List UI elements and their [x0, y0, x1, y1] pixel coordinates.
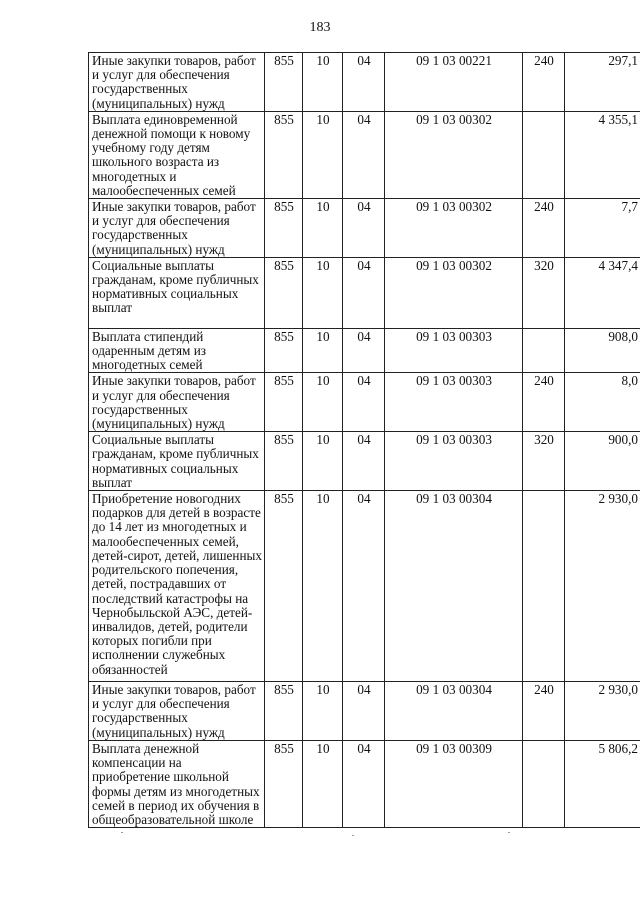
expense-type-cell: 240: [523, 199, 565, 258]
section-code-cell: 10: [303, 373, 343, 432]
expense-type-cell: 320: [523, 257, 565, 328]
row-name-cell: Выплата денежной компенсации на приобретение школьной формы детям из многодетных семей в период их обучения в общеобразовательной школе: [89, 740, 265, 827]
target-article-cell: 09 1 03 00304: [385, 491, 523, 682]
subsection-code-cell: 04: [343, 257, 385, 328]
table-row: [89, 328, 640, 373]
ministry-code-cell: 855: [265, 257, 303, 328]
table-row: [89, 257, 640, 328]
expense-type-cell: 240: [523, 682, 565, 741]
subsection-code-cell: 04: [343, 682, 385, 741]
expense-type-cell: 320: [523, 432, 565, 491]
target-article-cell: 09 1 03 00302: [385, 257, 523, 328]
section-code-cell: 10: [303, 199, 343, 258]
row-name-cell: Социальные выплаты гражданам, кроме публичных нормативных социальных выплат: [89, 257, 265, 328]
table-row: [89, 53, 640, 112]
table-row: [89, 740, 640, 827]
amount-cell: 7,7: [565, 199, 640, 258]
expense-type-cell: 240: [523, 373, 565, 432]
row-name-cell: Иные закупки товаров, работ и услуг для обеспечения государственных (муниципальных) нужд: [89, 682, 265, 741]
table-row: [89, 682, 640, 741]
expense-type-cell: 240: [523, 53, 565, 112]
row-name-cell: Приобретение новогодних подарков для детей в возрасте до 14 лет из многодетных и малообеспеченных семей, детей-сирот, детей, лишенных родительского попечения, детей, пострадавших от последствий катастрофы на Чернобыльской АЭС, детей-инвалидов, детей, родители которых погибли при исполнении служебных обязанностей: [89, 491, 265, 682]
row-name-cell: Иные закупки товаров, работ и услуг для обеспечения государственных (муниципальных) нужд: [89, 53, 265, 112]
ministry-code-cell: 855: [265, 682, 303, 741]
amount-cell: 908,0: [565, 328, 640, 373]
amount-cell: 900,0: [565, 432, 640, 491]
ministry-code-cell: 855: [265, 53, 303, 112]
subsection-code-cell: 04: [343, 432, 385, 491]
expense-type-cell: [523, 111, 565, 198]
scan-artifact: [121, 832, 123, 833]
target-article-cell: 09 1 03 00309: [385, 740, 523, 827]
target-article-cell: 09 1 03 00303: [385, 373, 523, 432]
page-number: 183: [309, 20, 331, 35]
table-row: [89, 111, 640, 198]
section-code-cell: 10: [303, 257, 343, 328]
section-code-cell: 10: [303, 111, 343, 198]
amount-cell: 2 930,0: [565, 682, 640, 741]
ministry-code-cell: 855: [265, 373, 303, 432]
subsection-code-cell: 04: [343, 328, 385, 373]
target-article-cell: 09 1 03 00302: [385, 199, 523, 258]
amount-cell: 8,0: [565, 373, 640, 432]
subsection-code-cell: 04: [343, 199, 385, 258]
subsection-code-cell: 04: [343, 53, 385, 112]
ministry-code-cell: 855: [265, 328, 303, 373]
table-row: [89, 491, 640, 682]
expense-type-cell: [523, 328, 565, 373]
amount-cell: 4 355,1: [565, 111, 640, 198]
row-name-cell: Социальные выплаты гражданам, кроме публичных нормативных социальных выплат: [89, 432, 265, 491]
ministry-code-cell: 855: [265, 740, 303, 827]
table-row: [89, 373, 640, 432]
target-article-cell: 09 1 03 00303: [385, 328, 523, 373]
table-body: [89, 53, 640, 828]
section-code-cell: 10: [303, 682, 343, 741]
subsection-code-cell: 04: [343, 491, 385, 682]
target-article-cell: 09 1 03 00221: [385, 53, 523, 112]
amount-cell: 5 806,2: [565, 740, 640, 827]
ministry-code-cell: 855: [265, 432, 303, 491]
ministry-code-cell: 855: [265, 111, 303, 198]
subsection-code-cell: 04: [343, 373, 385, 432]
subsection-code-cell: 04: [343, 740, 385, 827]
amount-cell: 297,1: [565, 53, 640, 112]
amount-cell: 4 347,4: [565, 257, 640, 328]
row-name-cell: Иные закупки товаров, работ и услуг для обеспечения государственных (муниципальных) нужд: [89, 373, 265, 432]
scan-artifact: [352, 835, 354, 836]
section-code-cell: 10: [303, 740, 343, 827]
section-code-cell: 10: [303, 328, 343, 373]
section-code-cell: 10: [303, 53, 343, 112]
row-name-cell: Выплата стипендий одаренным детям из многодетных семей: [89, 328, 265, 373]
row-name-cell: Иные закупки товаров, работ и услуг для обеспечения государственных (муниципальных) нужд: [89, 199, 265, 258]
scan-artifact: [508, 832, 510, 833]
row-name-cell: Выплата единовременной денежной помощи к новому учебному году детям школьного возраста из многодетных и малообеспеченных семей: [89, 111, 265, 198]
amount-cell: 2 930,0: [565, 491, 640, 682]
target-article-cell: 09 1 03 00302: [385, 111, 523, 198]
target-article-cell: 09 1 03 00303: [385, 432, 523, 491]
expense-type-cell: [523, 491, 565, 682]
subsection-code-cell: 04: [343, 111, 385, 198]
table-row: [89, 432, 640, 491]
budget-table: [88, 52, 640, 828]
ministry-code-cell: 855: [265, 199, 303, 258]
section-code-cell: 10: [303, 432, 343, 491]
target-article-cell: 09 1 03 00304: [385, 682, 523, 741]
ministry-code-cell: 855: [265, 491, 303, 682]
table-row: [89, 199, 640, 258]
expense-type-cell: [523, 740, 565, 827]
section-code-cell: 10: [303, 491, 343, 682]
